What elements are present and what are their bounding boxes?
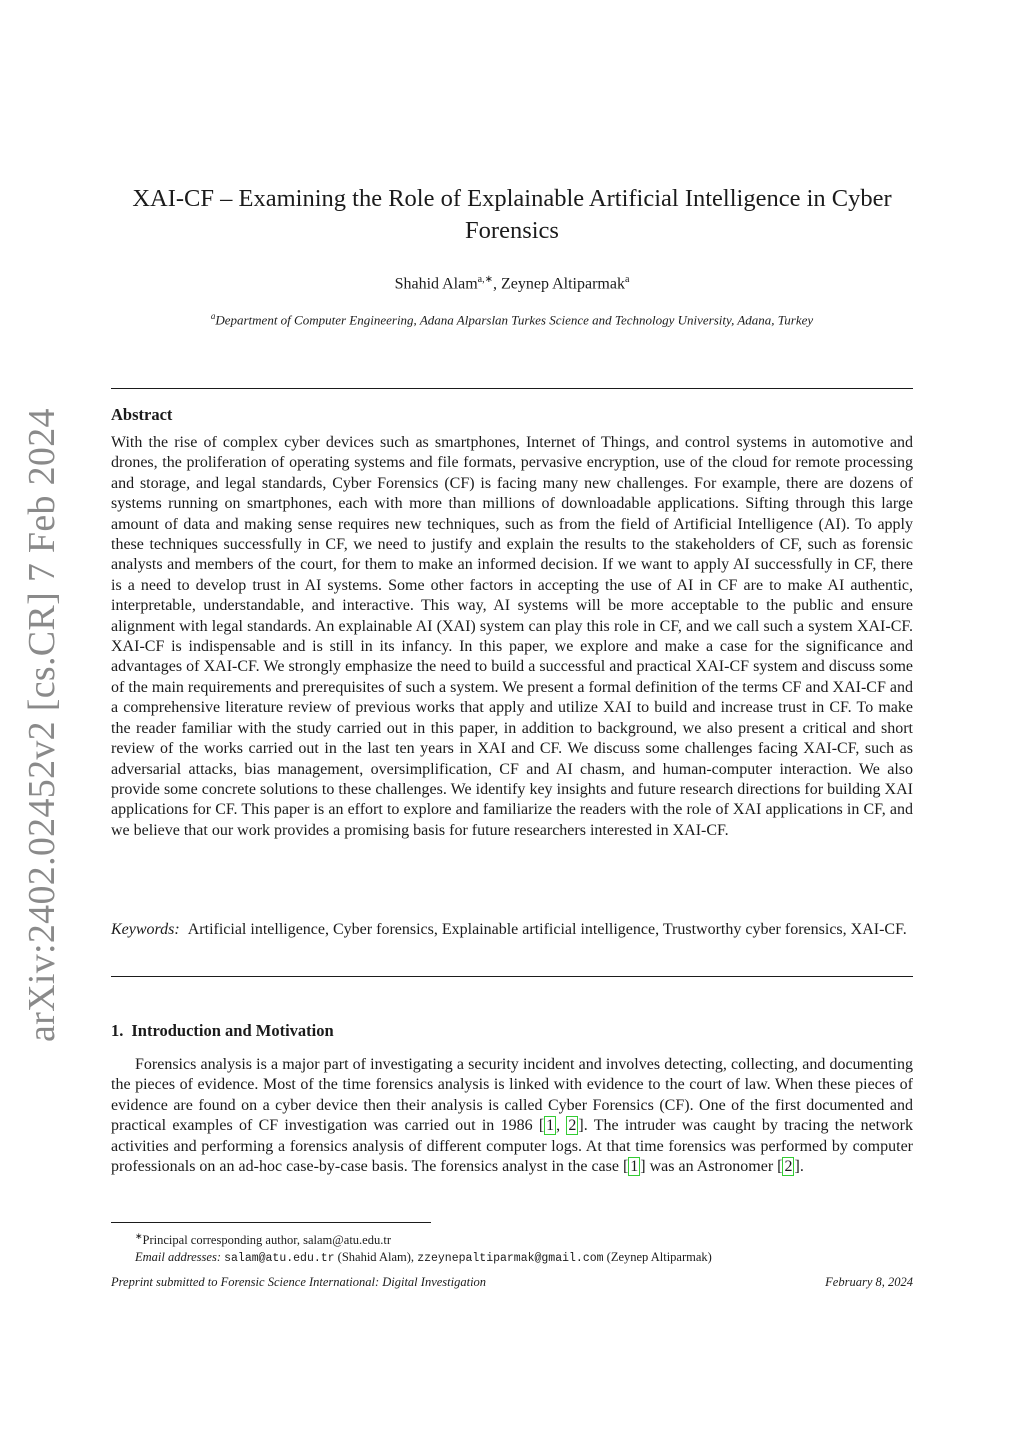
author-line bbox=[112, 274, 912, 293]
email-owner: (Shahid Alam), bbox=[334, 1250, 418, 1265]
affiliation-text: Department of Computer Engineering, Adana Alparslan Turkes Science and Technology University, Adana, Turkey bbox=[215, 312, 814, 328]
section-heading bbox=[111, 1021, 334, 1041]
author-name: Shahid Alam bbox=[394, 275, 478, 293]
footnote-rule bbox=[111, 1222, 431, 1223]
citation-link[interactable]: 1 bbox=[630, 1158, 639, 1176]
intro-paragraph bbox=[111, 1055, 913, 1177]
footnote-corresponding bbox=[111, 1228, 913, 1249]
email-owner: (Zeynep Altiparmak) bbox=[603, 1250, 712, 1265]
intro-text: ]. The intruder was caught by tracing the network activities and performing a forensics analysis of different computer logs. At that time forensics was performed by computer professionals on an ad-hoc case-by-case basis. The forensics analyst in the case [ bbox=[111, 1117, 913, 1176]
keywords-text: Artificial intelligence, Cyber forensics, Explainable artificial intelligence, Trustworthy cyber forensics, XAI-CF. bbox=[187, 921, 907, 938]
keywords-label: Keywords: bbox=[111, 921, 180, 938]
intro-text: ] was an Astronomer [ bbox=[640, 1158, 783, 1176]
citation-link[interactable]: 2 bbox=[568, 1117, 577, 1135]
citation-link[interactable]: 2 bbox=[784, 1158, 793, 1176]
affiliation bbox=[112, 311, 912, 328]
abstract-top-rule bbox=[111, 388, 913, 389]
preprint-footer bbox=[111, 1275, 913, 1290]
preprint-venue: Preprint submitted to Forensic Science International: Digital Investigation bbox=[111, 1275, 487, 1289]
email-label: Email addresses: bbox=[135, 1250, 221, 1265]
citation-link[interactable]: 1 bbox=[546, 1117, 555, 1135]
citation-separator: , bbox=[556, 1117, 567, 1135]
paper-title: XAI-CF – Examining the Role of Explainable Artificial Intelligence in Cyber Forensics bbox=[132, 185, 892, 244]
preprint-date: February 8, 2024 bbox=[825, 1275, 913, 1289]
author-affil-mark: a,∗ bbox=[477, 274, 493, 285]
abstract-bottom-rule bbox=[111, 976, 913, 977]
footnote-text: Principal corresponding author, salam@atu.edu.tr bbox=[142, 1233, 391, 1248]
footnote-mark: ∗ bbox=[135, 1231, 143, 1241]
abstract-heading: Abstract bbox=[111, 405, 173, 424]
email-address[interactable]: salam@atu.edu.tr bbox=[224, 1252, 335, 1266]
intro-text: ]. bbox=[794, 1158, 804, 1176]
footnote bbox=[111, 1228, 913, 1267]
section-title: Introduction and Motivation bbox=[131, 1021, 334, 1040]
author-separator: , bbox=[493, 275, 501, 293]
intro-text: Forensics analysis is a major part of investigating a security incident and involves detecting, collecting, and documenting the pieces of evidence. Most of the time forensics analysis is linked with evidence to the court of law. When these pieces of evidence are found on a cyber device then their analysis is called Cyber Forensics (CF). One of the first documented and practical examples of CF investigation was carried out in 1986 [ bbox=[111, 1056, 913, 1135]
author-name: Zeynep Altiparmak bbox=[501, 275, 625, 293]
keywords bbox=[111, 920, 913, 940]
email-address[interactable]: zzeynepaltiparmak@gmail.com bbox=[417, 1252, 604, 1266]
affiliation-mark: a bbox=[210, 311, 216, 321]
abstract-text: With the rise of complex cyber devices such as smartphones, Internet of Things, and control systems in automotive and drones, the proliferation of operating systems and file formats, pervasive encryption, use of the cloud for remote processing and storage, and legal standards, Cyber Forensics (CF) is facing many new challenges. For example, there are dozens of systems running on smartphones, each with more than millions of downloadable applications. Sifting through this large amount of data and making sense requires new techniques, such as from the field of Artificial Intelligence (AI). To apply these techniques successfully in CF, we need to justify and explain the results to the stakeholders of CF, such as forensic analysts and members of the court, for them to make an informed decision. If we want to apply AI successfully in CF, there is a need to develop trust in AI systems. Some other factors in accepting the use of AI in CF are to make AI authentic, interpretable, understandable, and interactive. This way, AI systems will be more acceptable to the public and ensure alignment with legal standards. An explainable AI (XAI) system can play this role in CF, and we call such a system XAI-CF. XAI-CF is indispensable and is still in its infancy. In this paper, we explore and make a case for the significance and advantages of XAI-CF. We strongly emphasize the need to build a successful and practical XAI-CF system and discuss some of the main requirements and prerequisites of such a system. We present a formal definition of the terms CF and XAI-CF and a comprehensive literature review of previous works that apply and utilize XAI to build and increase trust in CF. To make the reader familiar with the study carried out in this paper, in addition to background, we also present a critical and short review of the works carried out in the last ten years in XAI and CF. We discuss some challenges facing XAI-CF, such as adversarial attacks, bias management, oversimplification, CF and AI chasm, and human-computer interaction. We also provide some concrete solutions to these challenges. We identify key insights and future research directions for building XAI applications for CF. This paper is an effort to explore and familiarize the readers with the role of XAI applications in CF, and we believe that our work provides a promising basis for future researchers interested in XAI-CF. bbox=[111, 434, 913, 839]
arxiv-stamp: arXiv:2402.02452v2 [cs.CR] 7 Feb 2024 bbox=[21, 408, 63, 1042]
footnote-emails bbox=[111, 1249, 913, 1267]
author-affil-mark: a bbox=[624, 274, 630, 285]
section-number: 1. bbox=[111, 1021, 124, 1040]
